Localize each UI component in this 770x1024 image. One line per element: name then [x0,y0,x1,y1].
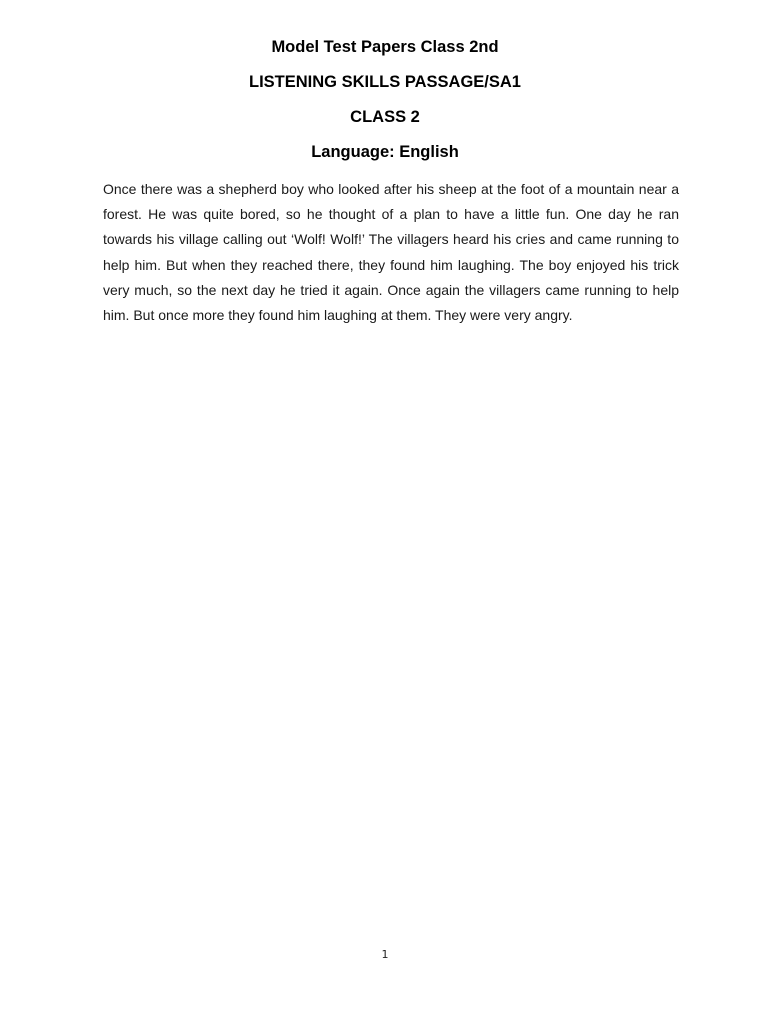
document-title: Model Test Papers Class 2nd [271,38,499,56]
language-title: Language: English [311,143,459,161]
page-number: 1 [381,948,389,961]
class-title: CLASS 2 [350,108,420,126]
section-title: LISTENING SKILLS PASSAGE/SA1 [249,73,521,91]
listening-passage: Once there was a shepherd boy who looked after his sheep at the foot of a mountain near a forest. He was quite bored, so he thought of a plan to have a little fun. One day he ran towards his village calling out ‘Wolf! Wolf!’ The villagers heard his cries and came running to help him. But when they reached there, they found him laughing. The boy enjoyed his trick very much, so the next day he tried it again. Once again the villagers came running to help him. But once more they found him laughing at them. They were very angry. [103,181,679,324]
